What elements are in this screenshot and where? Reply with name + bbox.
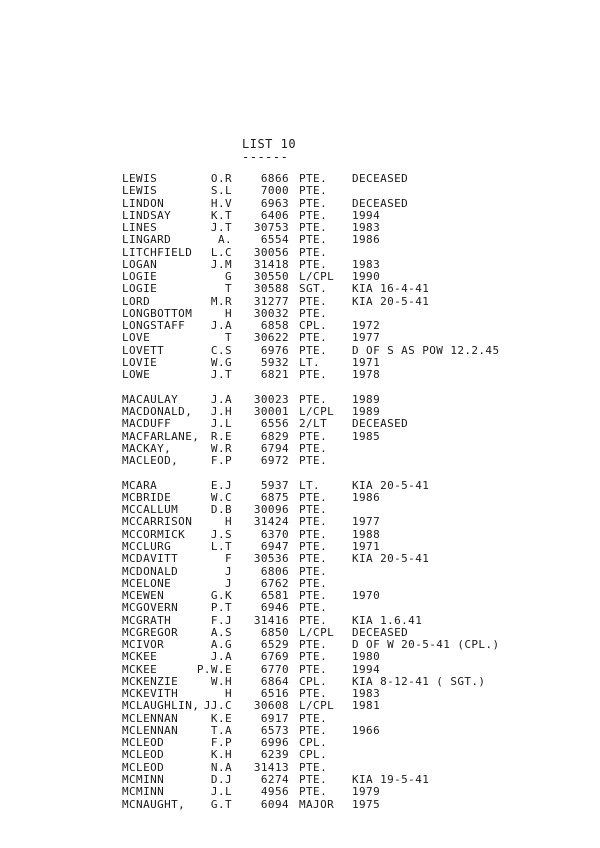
rank: PTE.	[299, 429, 328, 443]
rank: PTE.	[299, 539, 328, 553]
surname: LONGSTAFF	[122, 319, 186, 333]
service-number: 6406	[260, 208, 289, 222]
rank: L/CPL	[299, 699, 335, 713]
surname: LOWE	[122, 368, 151, 382]
surname: MACKAY,	[122, 441, 172, 455]
service-number: 30001	[253, 405, 289, 419]
roster-row	[122, 247, 562, 259]
rank: PTE.	[299, 638, 328, 652]
service-number: 31424	[253, 515, 289, 529]
service-number: 6762	[260, 576, 289, 590]
rank: LT.	[299, 355, 321, 369]
rank: 2/LT	[299, 417, 328, 431]
service-number: 6274	[260, 773, 289, 787]
service-number: 6370	[260, 527, 289, 541]
initials: T	[224, 282, 232, 296]
initials: K.T	[210, 208, 232, 222]
initials: W.G	[210, 355, 232, 369]
service-number: 6794	[260, 441, 289, 455]
initials: J.M	[210, 257, 232, 271]
initials: W.C	[210, 490, 232, 504]
roster-row	[122, 455, 562, 467]
service-number: 6947	[260, 539, 289, 553]
remark: 1994	[352, 208, 381, 222]
surname: MCLENNAN	[122, 711, 179, 725]
surname: MCLENNAN	[122, 723, 179, 737]
rank: LT.	[299, 478, 321, 492]
initials: D.J	[210, 773, 232, 787]
remark: 1989	[352, 392, 381, 406]
rank: CPL.	[299, 319, 328, 333]
initials: A.G	[210, 638, 232, 652]
initials: JJ.C	[203, 699, 232, 713]
roster-row	[122, 713, 562, 725]
remark: 1986	[352, 233, 381, 247]
initials: O.R	[210, 172, 232, 185]
roster-row	[122, 308, 562, 320]
surname: MCMINN	[122, 785, 165, 799]
initials: J.L	[210, 417, 232, 431]
service-number: 6850	[260, 625, 289, 639]
surname: MACLEOD,	[122, 454, 179, 468]
rank: PTE.	[299, 650, 328, 664]
surname: LINDSAY	[122, 208, 172, 222]
initials: G	[224, 270, 232, 284]
service-number: 6529	[260, 638, 289, 652]
surname: MCLAUGHLIN,	[122, 699, 200, 713]
surname: LOGIE	[122, 270, 158, 284]
remark: 1971	[352, 539, 381, 553]
initials: F.P	[210, 736, 232, 750]
initials: H	[224, 306, 232, 320]
group-spacer	[122, 382, 562, 394]
surname: MCNAUGHT,	[122, 797, 186, 811]
surname: LINGARD	[122, 233, 172, 247]
remark: 1985	[352, 429, 381, 443]
service-number: 30588	[253, 282, 289, 296]
initials: A.	[217, 233, 232, 247]
roster-row	[122, 406, 562, 418]
rank: PTE.	[299, 221, 328, 235]
roster-row	[122, 553, 562, 565]
initials: L.T	[210, 539, 232, 553]
service-number: 6239	[260, 748, 289, 762]
surname: MCKENZIE	[122, 674, 179, 688]
service-number: 6581	[260, 589, 289, 603]
surname: MCCALLUM	[122, 503, 179, 517]
roster-row	[122, 737, 562, 749]
surname: MCELONE	[122, 576, 172, 590]
service-number: 30096	[253, 503, 289, 517]
initials: J.A	[210, 319, 232, 333]
rank: PTE.	[299, 711, 328, 725]
remark: 1989	[352, 405, 381, 419]
surname: MCIVOR	[122, 638, 165, 652]
service-number: 6770	[260, 662, 289, 676]
rank: L/CPL	[299, 405, 335, 419]
surname: MACFARLANE,	[122, 429, 200, 443]
service-number: 6972	[260, 454, 289, 468]
initials: E.J	[210, 478, 232, 492]
initials: K.H	[210, 748, 232, 762]
initials: J.L	[210, 785, 232, 799]
surname: MCEWEN	[122, 589, 165, 603]
service-number: 6573	[260, 723, 289, 737]
roster-row	[122, 234, 562, 246]
surname: LINES	[122, 221, 158, 235]
surname: MCMINN	[122, 773, 165, 787]
remark: 1970	[352, 589, 381, 603]
rank: PTE.	[299, 723, 328, 737]
surname: MCDAVITT	[122, 552, 179, 566]
service-number: 6858	[260, 319, 289, 333]
remark: 1994	[352, 662, 381, 676]
rank: PTE.	[299, 343, 328, 357]
surname: MCDONALD	[122, 564, 179, 578]
surname: MCGRATH	[122, 613, 172, 627]
rank: CPL.	[299, 748, 328, 762]
surname: LEWIS	[122, 184, 158, 198]
roster-row	[122, 700, 562, 712]
service-number: 6976	[260, 343, 289, 357]
service-number: 30032	[253, 306, 289, 320]
surname: LINDON	[122, 196, 165, 210]
roster-row	[122, 443, 562, 455]
service-number: 30608	[253, 699, 289, 713]
surname: MCKEE	[122, 662, 158, 676]
roster-row	[122, 602, 562, 614]
initials: T	[224, 331, 232, 345]
remark: 1971	[352, 355, 381, 369]
initials: J.T	[210, 221, 232, 235]
remark: DECEASED	[352, 196, 409, 210]
service-number: 6946	[260, 601, 289, 615]
service-number: 5932	[260, 355, 289, 369]
roster-row	[122, 749, 562, 761]
remark: D OF S AS POW 12.2.45	[352, 343, 500, 357]
roster-row	[122, 615, 562, 627]
rank: PTE.	[299, 184, 328, 198]
remark: 1983	[352, 221, 381, 235]
service-number: 4956	[260, 785, 289, 799]
service-number: 6516	[260, 687, 289, 701]
surname: LOVE	[122, 331, 151, 345]
roster-row	[122, 541, 562, 553]
rank: CPL.	[299, 674, 328, 688]
initials: W.R	[210, 441, 232, 455]
initials: H	[224, 687, 232, 701]
service-number: 31416	[253, 613, 289, 627]
remark: KIA 1.6.41	[352, 613, 423, 627]
initials: F	[224, 552, 232, 566]
rank: PTE.	[299, 490, 328, 504]
rank: PTE.	[299, 564, 328, 578]
surname: MACDONALD,	[122, 405, 193, 419]
rank: L/CPL	[299, 270, 335, 284]
initials: G.K	[210, 589, 232, 603]
roster-row	[122, 676, 562, 688]
rank: SGT.	[299, 282, 328, 296]
initials: H	[224, 515, 232, 529]
rank: PTE.	[299, 331, 328, 345]
remark: DECEASED	[352, 625, 409, 639]
roster-row	[122, 222, 562, 234]
initials: R.E	[210, 429, 232, 443]
remark: 1979	[352, 785, 381, 799]
service-number: 6866	[260, 172, 289, 185]
surname: LEWIS	[122, 172, 158, 185]
roster-row	[122, 578, 562, 590]
rank: MAJOR	[299, 797, 335, 811]
service-number: 30023	[253, 392, 289, 406]
service-number: 6806	[260, 564, 289, 578]
roster-row	[122, 198, 562, 210]
rank: PTE.	[299, 245, 328, 259]
rank: PTE.	[299, 527, 328, 541]
roster-row	[122, 283, 562, 295]
initials: M.R	[210, 294, 232, 308]
service-number: 6875	[260, 490, 289, 504]
initials: F.P	[210, 454, 232, 468]
remark: 1977	[352, 515, 381, 529]
remark: 1980	[352, 650, 381, 664]
rank: PTE.	[299, 441, 328, 455]
roster-row	[122, 786, 562, 798]
initials: G.T	[210, 797, 232, 811]
surname: LOGAN	[122, 257, 158, 271]
surname: MCARA	[122, 478, 158, 492]
surname: MCCLURG	[122, 539, 172, 553]
remark: KIA 16-4-41	[352, 282, 430, 296]
surname: MCKEE	[122, 650, 158, 664]
service-number: 6554	[260, 233, 289, 247]
remark: KIA 20-5-41	[352, 294, 430, 308]
roster-row	[122, 774, 562, 786]
rank: PTE.	[299, 662, 328, 676]
roster-row	[122, 345, 562, 357]
initials: T.A	[210, 723, 232, 737]
service-number: 31413	[253, 760, 289, 774]
initials: J	[224, 576, 232, 590]
service-number: 30622	[253, 331, 289, 345]
surname: LOGIE	[122, 282, 158, 296]
rank: PTE.	[299, 257, 328, 271]
initials: H.V	[210, 196, 232, 210]
service-number: 30536	[253, 552, 289, 566]
rank: PTE.	[299, 368, 328, 382]
surname: MACAULAY	[122, 392, 179, 406]
roster-row	[122, 369, 562, 381]
remark: 1975	[352, 797, 381, 811]
remark: 1990	[352, 270, 381, 284]
roster-row	[122, 529, 562, 541]
service-number: 6556	[260, 417, 289, 431]
remark: 1981	[352, 699, 381, 713]
initials: W.H	[210, 674, 232, 688]
rank: PTE.	[299, 454, 328, 468]
remark: 1966	[352, 723, 381, 737]
roster-row	[122, 516, 562, 528]
rank: PTE.	[299, 785, 328, 799]
surname: MCCARRISON	[122, 515, 193, 529]
surname: MCGREGOR	[122, 625, 179, 639]
rank: PTE.	[299, 687, 328, 701]
group-spacer	[122, 467, 562, 479]
rank: PTE.	[299, 515, 328, 529]
service-number: 6094	[260, 797, 289, 811]
roster-row	[122, 725, 562, 737]
service-number: 6829	[260, 429, 289, 443]
remark: 1978	[352, 368, 381, 382]
surname: MCCORMICK	[122, 527, 186, 541]
initials: J.T	[210, 368, 232, 382]
initials: J.A	[210, 392, 232, 406]
title-underline: ------	[242, 150, 289, 164]
service-number: 6769	[260, 650, 289, 664]
roster-row	[122, 639, 562, 651]
service-number: 6996	[260, 736, 289, 750]
rank: PTE.	[299, 601, 328, 615]
remark: 1972	[352, 319, 381, 333]
roster-row	[122, 566, 562, 578]
roster-row	[122, 320, 562, 332]
remark: D OF W 20-5-41 (CPL.)	[352, 638, 500, 652]
rank: PTE.	[299, 208, 328, 222]
initials: J.A	[210, 650, 232, 664]
roster-list	[122, 173, 562, 811]
roster-row	[122, 418, 562, 430]
rank: CPL.	[299, 736, 328, 750]
roster-row	[122, 651, 562, 663]
service-number: 31277	[253, 294, 289, 308]
roster-row	[122, 332, 562, 344]
rank: PTE.	[299, 172, 328, 185]
rank: PTE.	[299, 294, 328, 308]
surname: LOVIE	[122, 355, 158, 369]
rank: PTE.	[299, 503, 328, 517]
rank: PTE.	[299, 306, 328, 320]
rank: PTE.	[299, 392, 328, 406]
service-number: 6917	[260, 711, 289, 725]
surname: MCBRIDE	[122, 490, 172, 504]
rank: PTE.	[299, 552, 328, 566]
service-number: 30056	[253, 245, 289, 259]
remark: KIA 8-12-41 ( SGT.)	[352, 674, 486, 688]
rank: L/CPL	[299, 625, 335, 639]
surname: MCLEOD	[122, 760, 165, 774]
roster-row	[122, 480, 562, 492]
remark: KIA 19-5-41	[352, 773, 430, 787]
surname: LITCHFIELD	[122, 245, 193, 259]
remark: 1988	[352, 527, 381, 541]
rank: PTE.	[299, 233, 328, 247]
service-number: 7000	[260, 184, 289, 198]
initials: C.S	[210, 343, 232, 357]
roster-row	[122, 185, 562, 197]
service-number: 6864	[260, 674, 289, 688]
surname: LONGBOTTOM	[122, 306, 193, 320]
remark: DECEASED	[352, 172, 409, 185]
roster-row	[122, 762, 562, 774]
surname: MCLEOD	[122, 736, 165, 750]
initials: F.J	[210, 613, 232, 627]
initials: S.L	[210, 184, 232, 198]
roster-row	[122, 271, 562, 283]
remark: KIA 20-5-41	[352, 478, 430, 492]
initials: N.A	[210, 760, 232, 774]
roster-row	[122, 664, 562, 676]
surname: MCGOVERN	[122, 601, 179, 615]
remark: 1977	[352, 331, 381, 345]
rank: PTE.	[299, 613, 328, 627]
surname: MCLEOD	[122, 748, 165, 762]
initials: J	[224, 564, 232, 578]
roster-row	[122, 431, 562, 443]
roster-row	[122, 590, 562, 602]
surname: LORD	[122, 294, 151, 308]
roster-row	[122, 210, 562, 222]
remark: 1986	[352, 490, 381, 504]
surname: LOVETT	[122, 343, 165, 357]
roster-row	[122, 259, 562, 271]
roster-row	[122, 799, 562, 811]
surname: MACDUFF	[122, 417, 172, 431]
initials: J.H	[210, 405, 232, 419]
service-number: 5937	[260, 478, 289, 492]
service-number: 6821	[260, 368, 289, 382]
roster-row	[122, 173, 562, 185]
initials: P.W.E	[196, 662, 232, 676]
surname: MCKEVITH	[122, 687, 179, 701]
initials: A.S	[210, 625, 232, 639]
remark: DECEASED	[352, 417, 409, 431]
service-number: 31418	[253, 257, 289, 271]
service-number: 6963	[260, 196, 289, 210]
rank: PTE.	[299, 760, 328, 774]
roster-row	[122, 492, 562, 504]
roster-row	[122, 357, 562, 369]
initials: L.C	[210, 245, 232, 259]
rank: PTE.	[299, 196, 328, 210]
service-number: 30550	[253, 270, 289, 284]
rank: PTE.	[299, 773, 328, 787]
initials: K.E	[210, 711, 232, 725]
rank: PTE.	[299, 589, 328, 603]
list-title: LIST 10	[242, 137, 297, 151]
initials: J.S	[210, 527, 232, 541]
initials: D.B	[210, 503, 232, 517]
remark: 1983	[352, 687, 381, 701]
rank: PTE.	[299, 576, 328, 590]
remark: 1983	[352, 257, 381, 271]
initials: P.T	[210, 601, 232, 615]
remark: KIA 20-5-41	[352, 552, 430, 566]
service-number: 30753	[253, 221, 289, 235]
